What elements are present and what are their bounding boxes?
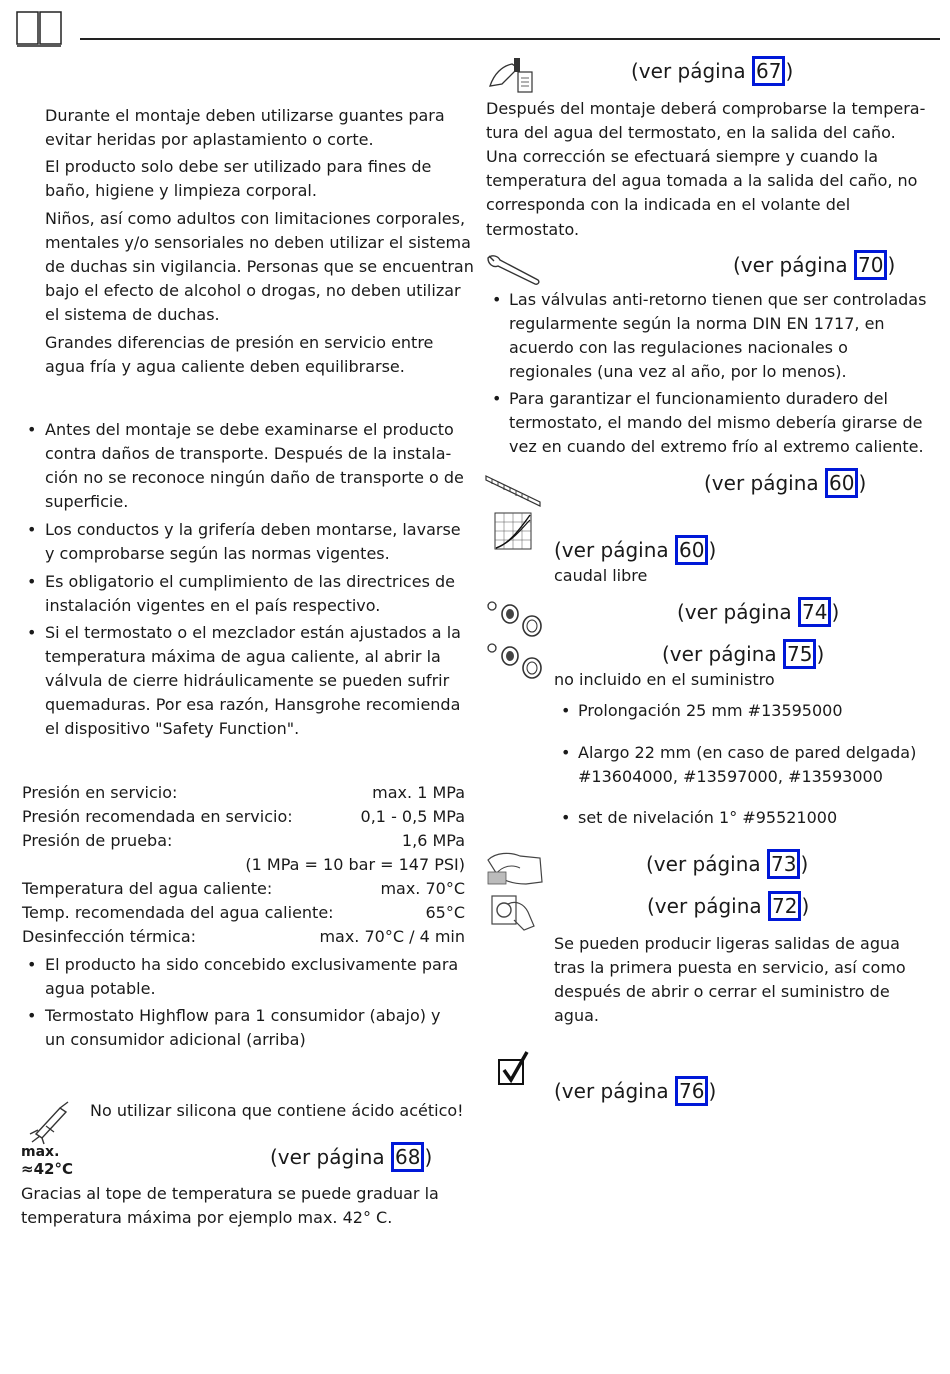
text-line: de duchas sin vigilancia. Personas que se encuentran: [45, 257, 474, 276]
text-line: un consumidor adicional (arriba): [45, 1030, 306, 1049]
ref-text: (ver página: [646, 852, 768, 876]
text-line: temperatura máxima de agua caliente, al abrir la: [45, 647, 441, 666]
spec-value: max. 70°C: [380, 879, 465, 898]
text-line: set de nivelación 1° #95521000: [578, 808, 838, 827]
page-number-link[interactable]: 68: [391, 1142, 424, 1172]
bullet-dot: •: [561, 701, 571, 720]
bullet-dot: •: [27, 1006, 37, 1025]
bullet-dot: •: [492, 389, 502, 408]
flow-diagram-icon: [494, 512, 532, 554]
wrench-icon: [486, 252, 542, 290]
text-line: Los conductos y la grifería deben montarse, lavarse: [45, 520, 461, 539]
text-line: Durante el montaje deben utilizarse guantes para: [45, 106, 445, 125]
bullet-dot: •: [27, 420, 37, 439]
caudal-label: caudal libre: [554, 566, 648, 585]
text-line: Niños, así como adultos con limitaciones corporales,: [45, 209, 466, 228]
text-line: quemaduras. Por esa razón, Hansgrohe recomienda: [45, 695, 461, 714]
not-included-label: no incluido en el suministro: [554, 670, 775, 689]
text-line: tras la primera puesta en servicio, así como: [554, 958, 906, 977]
text-line: instalación vigentes en el país respectivo.: [45, 596, 381, 615]
ref-close: ): [816, 642, 825, 666]
page-ref-67[interactable]: [631, 56, 793, 86]
ref-close: ): [858, 471, 867, 495]
bullet-dot: •: [27, 623, 37, 642]
ref-text: (ver página: [662, 642, 784, 666]
bullet-dot: •: [492, 290, 502, 309]
text-line: temperatura máxima por ejemplo max. 42° C.: [21, 1208, 393, 1227]
spec-value: max. 1 MPa: [372, 783, 465, 802]
text-line: mentales y/o sensoriales no deben utilizar el sistema: [45, 233, 471, 252]
page-number-link[interactable]: 60: [825, 468, 858, 498]
bullet-dot: •: [561, 808, 571, 827]
text-line: regularmente según la norma DIN EN 1717, en: [509, 314, 885, 333]
spec-value: max. 70°C / 4 min: [319, 927, 465, 946]
text-line: regionales (una vez al año, por lo menos).: [509, 362, 847, 381]
text-line: Alargo 22 mm (en caso de pared delgada): [578, 743, 917, 762]
page-ref-60b[interactable]: [554, 535, 716, 565]
page-ref-76[interactable]: [554, 1076, 716, 1106]
page-number-link[interactable]: 72: [768, 891, 801, 921]
spec-value: 65°C: [425, 903, 465, 922]
text-line: bajo el efecto de alcohol o drogas, no deben utilizar: [45, 281, 461, 300]
ref-close: ): [831, 600, 840, 624]
bullet-dot: •: [27, 520, 37, 539]
ref-text: (ver página: [647, 894, 769, 918]
text-line: Después del montaje deberá comprobarse la tempera-: [486, 99, 926, 118]
text-line: termostato.: [486, 220, 580, 239]
ref-text: (ver página: [704, 471, 826, 495]
ref-text: (ver página: [677, 600, 799, 624]
text-line: Gracias al tope de temperatura se puede graduar la: [21, 1184, 439, 1203]
text-line: Para garantizar el funcionamiento duradero del: [509, 389, 888, 408]
ref-close: ): [424, 1145, 433, 1169]
ref-text: (ver página: [733, 253, 855, 277]
text-line: temperatura del agua tomada a la salida del caño, no: [486, 171, 918, 190]
text-line: baño, higiene y limpieza corporal.: [45, 181, 317, 200]
page-number-link[interactable]: 74: [798, 597, 831, 627]
spec-value: 1,6 MPa: [401, 831, 465, 850]
text-line: ción no se reconoce ningún daño de transporte o de: [45, 468, 464, 487]
page-ref-60a[interactable]: [704, 468, 866, 498]
ref-close: ): [801, 894, 810, 918]
bullet-dot: •: [561, 743, 571, 762]
ruler-icon: [486, 470, 542, 510]
page-number-link[interactable]: 60: [675, 535, 708, 565]
spec-value: 0,1 - 0,5 MPa: [360, 807, 465, 826]
hand-knob-icon: [490, 890, 536, 936]
ref-text: (ver página: [554, 538, 676, 562]
spec-label: Temperatura del agua caliente:: [22, 879, 273, 898]
spec-label: Presión recomendada en servicio:: [22, 807, 293, 826]
ref-text: (ver página: [631, 59, 753, 83]
spec-row: [22, 829, 465, 853]
text-line: y comprobarse según las normas vigentes.: [45, 544, 390, 563]
text-line: Antes del montaje se debe examinarse el producto: [45, 420, 454, 439]
max-temp-label: max.: [21, 1144, 60, 1160]
spec-label: Presión en servicio:: [22, 783, 178, 802]
page-number-link[interactable]: 67: [752, 56, 785, 86]
silicone-gun-icon: [26, 1100, 72, 1148]
silicone-note: No utilizar silicona que contiene ácido acético!: [90, 1101, 464, 1120]
text-line: agua fría y agua caliente deben equilibrarse.: [45, 357, 405, 376]
text-line: Una corrección se efectuará siempre y cuando la: [486, 147, 879, 166]
text-line: Termostato Highflow para 1 consumidor (abajo) y: [45, 1006, 441, 1025]
spec-row: [22, 877, 465, 901]
text-line: agua potable.: [45, 979, 156, 998]
text-line: el dispositivo "Safety Function".: [45, 719, 300, 738]
book-icon: [16, 10, 62, 52]
thermometer-hand-icon: [488, 56, 534, 100]
ref-text: (ver página: [554, 1079, 676, 1103]
check-valves-icon: [486, 642, 544, 684]
text-line: tura del agua del termostato, en la salida del caño.: [486, 123, 896, 142]
page-ref-73[interactable]: [646, 849, 808, 879]
text-line: Grandes diferencias de presión en servicio entre: [45, 333, 434, 352]
ref-close: ): [887, 253, 896, 277]
ref-close: ): [800, 852, 809, 876]
spec-label: Presión de prueba:: [22, 831, 173, 850]
text-line: El producto solo debe ser utilizado para fines de: [45, 157, 432, 176]
text-line: #13604000, #13597000, #13593000: [578, 767, 883, 786]
ref-close: ): [708, 1079, 717, 1103]
text-line: Si el termostato o el mezclador están ajustados a la: [45, 623, 461, 642]
max-temp-value: ≈42°C: [21, 1160, 73, 1178]
text-line: evitar heridas por aplastamiento o corte.: [45, 130, 374, 149]
text-line: Es obligatorio el cumplimiento de las directrices de: [45, 572, 455, 591]
text-line: El producto ha sido concebido exclusivamente para: [45, 955, 459, 974]
text-line: vez en cuando del extremo frío al extremo caliente.: [509, 437, 924, 456]
page-number-link[interactable]: 76: [675, 1076, 708, 1106]
page-ref-70[interactable]: [733, 250, 895, 280]
page-number-link[interactable]: 70: [854, 250, 887, 280]
ref-close: ): [708, 538, 717, 562]
page-ref-74[interactable]: [677, 597, 839, 627]
spec-label: Desinfección térmica:: [22, 927, 197, 946]
page-ref-72[interactable]: [647, 891, 809, 921]
text-line: contra daños de transporte. Después de la instala-: [45, 444, 452, 463]
spec-label: Temp. recomendada del agua caliente:: [22, 903, 334, 922]
ref-close: ): [785, 59, 794, 83]
page-ref-68[interactable]: [270, 1142, 432, 1172]
text-line: Se pueden producir ligeras salidas de agua: [554, 934, 900, 953]
text-line: acuerdo con las regulaciones nacionales o: [509, 338, 848, 357]
text-line: Las válvulas anti-retorno tienen que ser controladas: [509, 290, 927, 309]
spec-row: [22, 901, 465, 925]
hand-cleaning-icon: [486, 848, 544, 892]
ref-text: (ver página: [270, 1145, 392, 1169]
text-line: el sistema de duchas.: [45, 305, 220, 324]
text-line: Prolongación 25 mm #13595000: [578, 701, 843, 720]
spec-row: [22, 781, 465, 805]
text-line: corresponda con la indicada en el volante del: [486, 195, 851, 214]
page-number-link[interactable]: 73: [767, 849, 800, 879]
bullet-dot: •: [27, 955, 37, 974]
text-line: válvula de cierre hidráulicamente se pueden sufrir: [45, 671, 450, 690]
spec-value: (1 MPa = 10 bar = 147 PSI): [245, 855, 465, 874]
text-line: termostato, el mando del mismo debería girarse de: [509, 413, 923, 432]
text-line: después de abrir o cerrar el suministro de: [554, 982, 890, 1001]
checkbox-checked-icon: [497, 1050, 531, 1092]
page-ref-75[interactable]: [662, 639, 824, 669]
bullet-dot: •: [27, 572, 37, 591]
spec-row: [22, 925, 465, 949]
spec-row: [22, 805, 465, 829]
page-number-link[interactable]: 75: [783, 639, 816, 669]
text-line: agua.: [554, 1006, 599, 1025]
check-valves-icon: [486, 600, 544, 642]
text-line: superficie.: [45, 492, 129, 511]
header-rule: [80, 38, 940, 40]
